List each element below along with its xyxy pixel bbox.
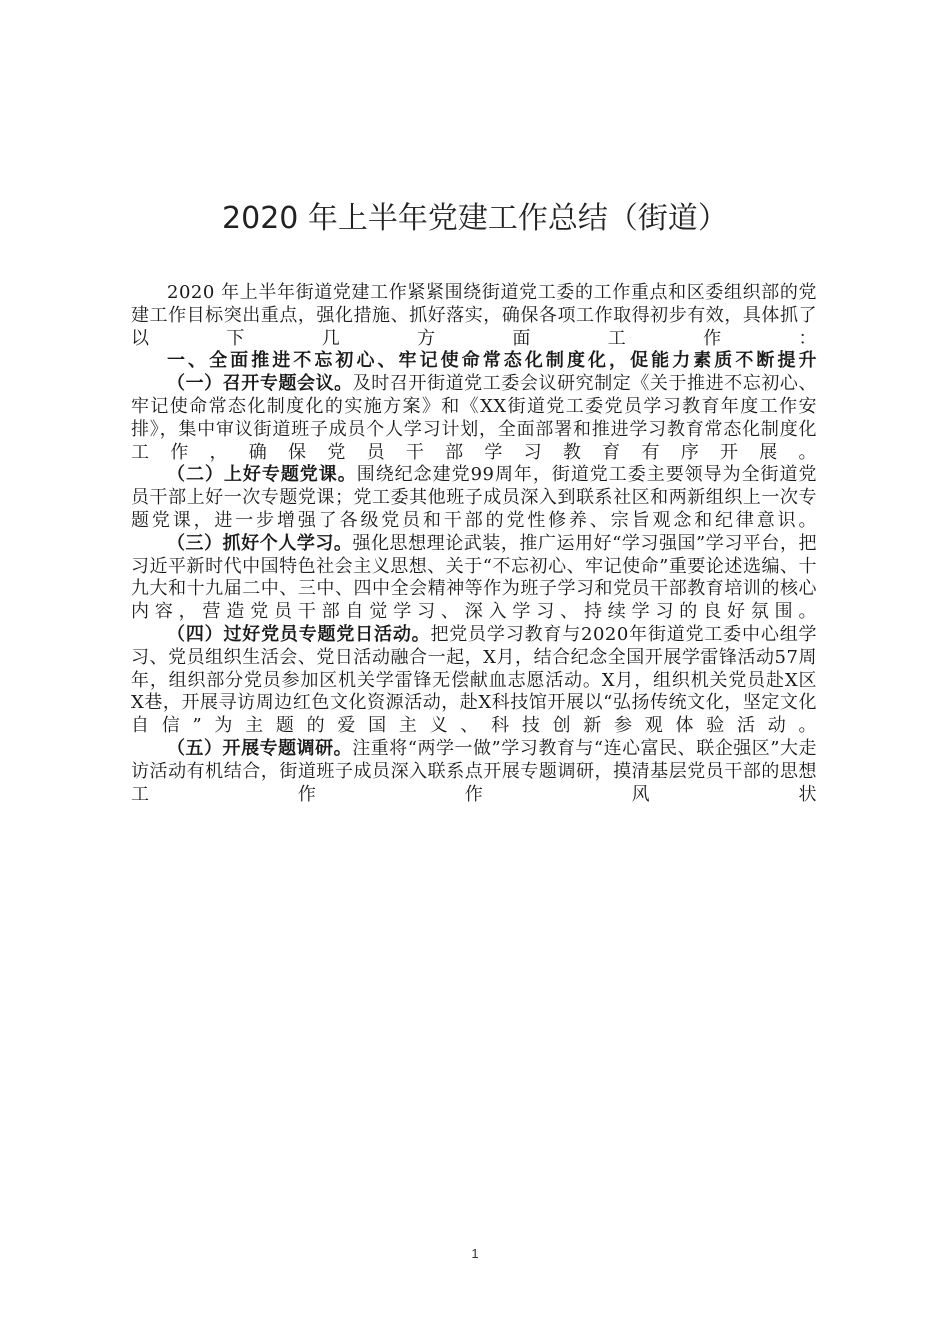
item-text-4: 把党员学习教育与2020年街道党工委中心组学习、党员组织生活会、党日活动融合一起，X月，结合纪念全国开展学雷锋活动57周年，组织部分党员参加区机关学雷锋无偿献血志愿活动。X月，组织机关党员赴X区X巷，开展寻访周边红色文化资源活动，赴X科技馆开展以“弘扬传统文化，坚定文化自信”为主题的爱国主义、科技创新参观体验活动。 bbox=[131, 623, 818, 737]
intro-paragraph: 2020 年上半年街道党建工作紧紧围绕街道党工委的工作重点和区委组织部的党建工作目标突出重点，强化措施、抓好落实，确保各项工作取得初步有效，具体抓了以下几方面工作： bbox=[131, 282, 817, 349]
item-paragraph-3 bbox=[131, 533, 817, 624]
item-paragraph-1 bbox=[131, 373, 817, 464]
item-paragraph-4 bbox=[131, 624, 817, 738]
item-text-5: 注重将“两学一做”学习教育与“连心富民、联企强区”大走访活动有机结合，街道班子成员深入联系点开展专题调研，摸清基层党员干部的思想工作作风状 bbox=[131, 737, 818, 805]
page-number: 1 bbox=[471, 1246, 479, 1261]
document-title: 2020 年上半年党建工作总结（街道） bbox=[222, 201, 728, 236]
item-lead-3: （三）抓好个人学习。 bbox=[167, 532, 353, 554]
item-lead-2: （二）上好专题党课。 bbox=[167, 464, 357, 486]
item-paragraph-2 bbox=[131, 464, 817, 532]
item-text-3: 强化思想理论武装，推广运用好“学习强国”学习平台，把习近平新时代中国特色社会主义思想、关于“不忘初心、牢记使命”重要论述选编、十九大和十九届二中、三中、四中全会精神等作为班子学习和党员干部教育培训的核心内容，营造党员干部自觉学习、深入学习、持续学习的良好氛围。 bbox=[131, 532, 818, 623]
item-paragraph-5 bbox=[131, 738, 817, 806]
item-text-1: 及时召开街道党工委会议研究制定《关于推进不忘初心、牢记使命常态化制度化的实施方案》和《XX街道党工委党员学习教育年度工作安排》，集中审议街道班子成员个人学习计划，全面部署和推进学习教育常态化制度化工作，确保党员干部学习教育有序开展。 bbox=[131, 373, 817, 463]
section-heading-1: 一、全面推进不忘初心、牢记使命常态化制度化，促能力素质不断提升 bbox=[167, 350, 817, 372]
item-lead-1: （一）召开专题会议。 bbox=[167, 373, 353, 395]
document-body bbox=[131, 282, 817, 806]
item-lead-4: （四）过好党员专题党日活动。 bbox=[167, 623, 431, 645]
item-lead-5: （五）开展专题调研。 bbox=[167, 737, 353, 759]
item-text-2: 围绕纪念建党99周年，街道党工委主要领导为全街道党员干部上好一次专题党课；党工委其他班子成员深入到联系社区和两新组织上一次专题党课，进一步增强了各级党员和干部的党性修养、宗旨观念和纪律意识。 bbox=[131, 464, 818, 531]
